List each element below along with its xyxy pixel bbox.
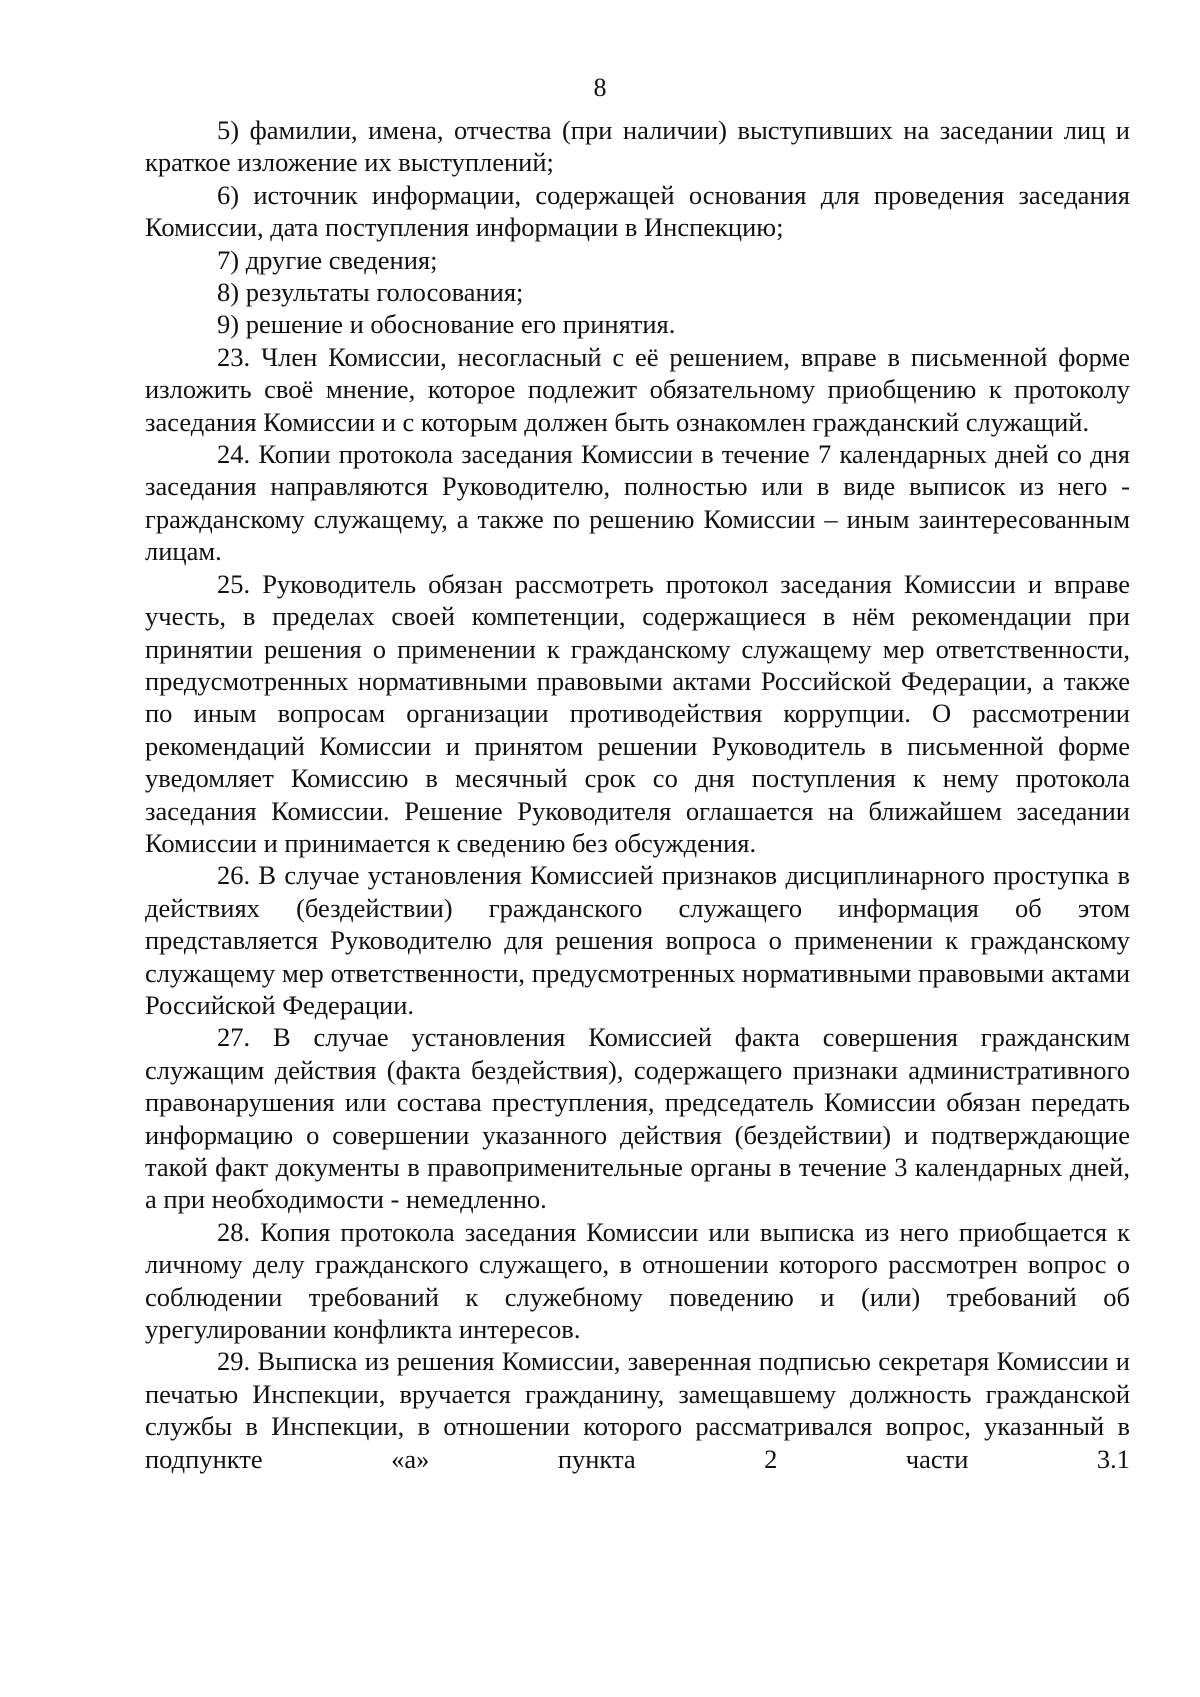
clause-23: 23. Член Комиссии, несогласный с её решением, вправе в письменной форме изложить своё мнение, которое подлежит обязательному приобщению к протоколу заседания Комиссии и с которым должен быть ознакомлен гражданский служащий. <box>145 341 1130 437</box>
list-item-9: 9) решение и обоснование его принятия. <box>217 309 676 340</box>
list-item-5: 5) фамилии, имена, отчества (при наличии) выступивших на заседании лиц и краткое изложение их выступлений; <box>145 115 1130 178</box>
clause-25: 25. Руководитель обязан рассмотреть протокол заседания Комиссии и вправе учесть, в пределах своей компетенции, содержащиеся в нём рекомендации при принятии решения о применении к гражданскому служащему мер ответственности, предусмотренных нормативными правовыми актами Российской Федерации, а также по иным вопросам организации противодействия коррупции. О рассмотрении рекомендаций Комиссии и принятом решении Руководитель в письменной форме уведомляет Комиссию в месячный срок со дня поступления к нему протокола заседания Комиссии. Решение Руководителя оглашается на ближайшем заседании Комиссии и принимается к сведению без обсуждения. <box>145 568 1130 858</box>
list-item-8: 8) результаты голосования; <box>217 277 524 308</box>
clause-28: 28. Копия протокола заседания Комиссии или выписка из него приобщается к личному делу гражданского служащего, в отношении которого рассмотрен вопрос о соблюдении требований к служебному поведению и (или) требований об урегулировании конфликта интересов. <box>145 1216 1130 1345</box>
clause-26: 26. В случае установления Комиссией признаков дисциплинарного проступка в действиях (бездействии) гражданского служащего информация об этом представляется Руководителю для решения вопроса о применении к гражданскому служащему мер ответственности, предусмотренных нормативными правовыми актами Российской Федерации. <box>145 860 1130 1020</box>
clause-24: 24. Копии протокола заседания Комиссии в течение 7 календарных дней со дня заседания направляются Руководителю, полностью или в виде выписок из него - гражданскому служащему, а также по решению Комиссии – иным заинтересованным лицам. <box>145 439 1130 567</box>
document-body <box>145 114 1130 1475</box>
page-number: 8 <box>593 73 607 102</box>
clause-27: 27. В случае установления Комиссией факта совершения гражданским служащим действия (факта бездействия), содержащего признаки административного правонарушения или состава преступления, председатель Комиссии обязан передать информацию о совершении указанного действия (бездействии) и подтверждающие такой факт документы в правоприменительные органы в течение 3 календарных дней, а при необходимости - немедленно. <box>145 1022 1130 1215</box>
list-item-7: 7) другие сведения; <box>217 244 438 275</box>
clause-29: 29. Выписка из решения Комиссии, заверенная подписью секретаря Комиссии и печатью Инспекции, вручается гражданину, замещавшему должность гражданской службы в Инспекции, в отношении которого рассматривался вопрос, указанный в подпункте «а» пункта 2 части 3.1 <box>145 1346 1130 1474</box>
list-item-6: 6) источник информации, содержащей основания для проведения заседания Комиссии, дата поступления информации в Инспекцию; <box>145 179 1130 243</box>
